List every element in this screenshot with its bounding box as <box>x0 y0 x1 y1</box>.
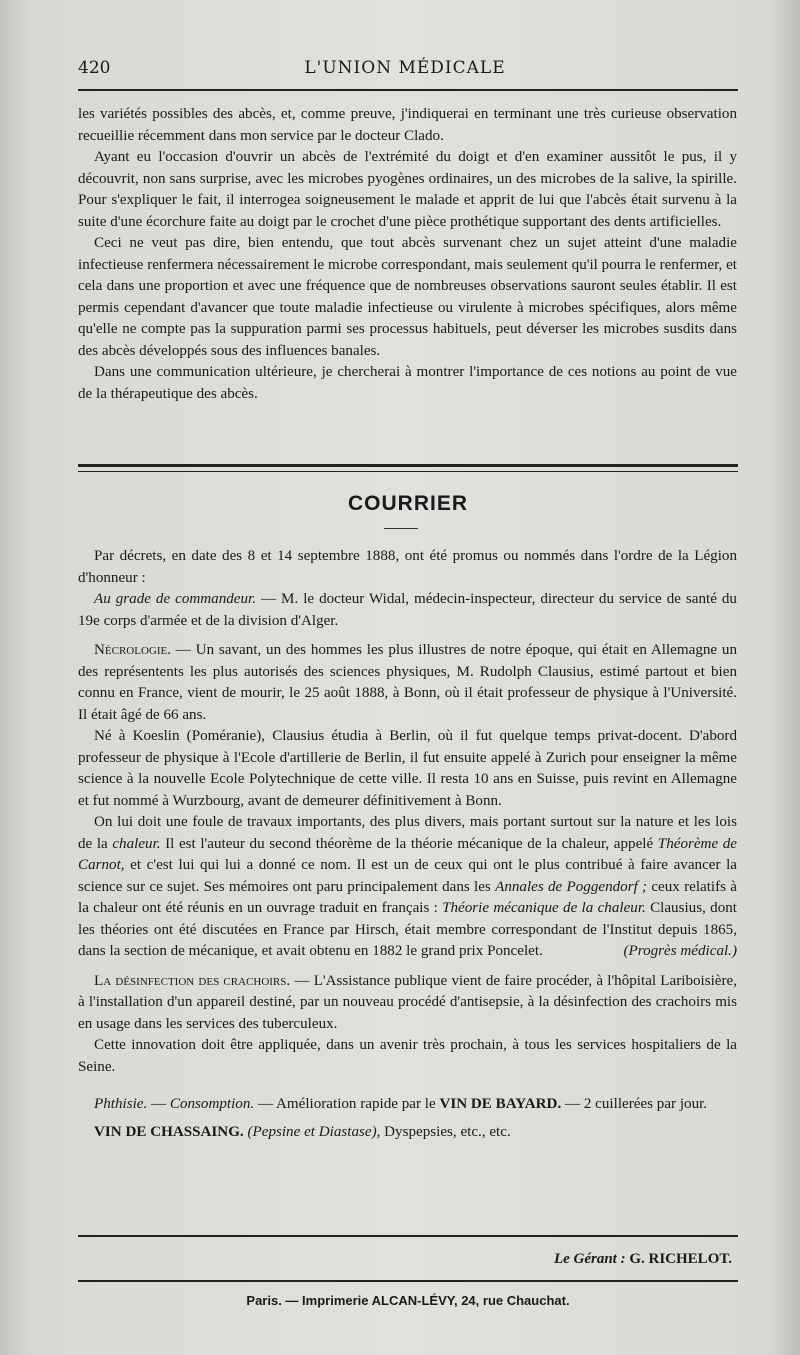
article-paragraph-2: Ayant eu l'occasion d'ouvrir un abcès de l'extrémité du doigt et d'en examiner aussitôt le pus, il y découvrit, non sans surprise, avec les microbes pyogènes ordinaires, un des microbes de la salive, la spirille. Pour s'expliquer le fait, il interrogea soigneusement le malade et apprit de lui que l'abcès était survenu à la suite d'une écorchure faite au doigt par le crochet d'une pièce prothétique supportant des dents artificielles. <box>78 149 737 230</box>
footer-rule-top <box>78 1235 738 1237</box>
works-italic-annales: Annales de Poggendorf ; <box>495 878 648 895</box>
article-paragraph-1: les variétés possibles des abcès, et, comme preuve, j'indiquerai en terminant une très curieuse observation recueillie récemment dans mon service par le docteur Clado. <box>78 106 737 144</box>
innovation-paragraph: Cette innovation doit être appliquée, dans un avenir très prochain, à tous les services hospitaliers de la Seine. <box>78 1037 737 1075</box>
page-number: 420 <box>78 58 111 78</box>
courrier-heading: COURRIER <box>347 492 468 515</box>
gerant-signature <box>554 1251 732 1268</box>
works-italic-chaleur: chaleur. <box>112 835 161 852</box>
works-text-4: ceux relatifs à la chaleur ont été réunis en un ouvrage traduit en français : <box>78 878 737 916</box>
page-header <box>78 58 732 80</box>
gerant-name: G. RICHELOT. <box>629 1251 732 1267</box>
ad-phthisie: Phthisie. <box>94 1096 148 1112</box>
grade-text: — M. le docteur Widal, médecin-inspecteur, directeur du service de santé du 19e corps d'armée et de la division d'Alger. <box>78 591 737 629</box>
chassaing-advertisement <box>78 1122 737 1144</box>
necrologie-text: — Un savant, un des hommes les plus illustres de notre époque, qui était en Allemagne un des représentents les plus autorisés des sciences physiques, M. Rudolph Clausius, estimé partout et bien connu en France, vient de mourir, le 25 août 1888, à Bonn, où il était professeur de physique à l'Université. Il était âgé de 66 ans. <box>78 642 737 723</box>
works-text-3: et c'est lui qui lui a donné ce nom. Il est un de ceux qui ont le plus contribué à faire avancer la science sur ce sujet. Ses mémoires ont paru principalement dans les <box>78 857 737 895</box>
ad-chassaing-ingredients: (Pepsine et Diastase), <box>247 1123 381 1140</box>
desinfection-paragraph <box>78 971 737 1036</box>
works-text-2: Il est l'auteur du second théorème de la théorie mécanique de la chaleur, appelé <box>160 835 658 852</box>
journal-title: L'UNION MÉDICALE <box>304 58 506 78</box>
works-text-5: Clausius, dont les théories ont été discutées en France par Hirsch, était membre correspondant de l'Institut depuis 1865, dans la section de mécanique, et avait obtenu en 1882 le grand prix Poncelet. <box>78 900 737 959</box>
clausius-bio-paragraph: Né à Koeslin (Poméranie), Clausius étudia à Berlin, où il fut quelque temps privat-docent. D'abord professeur de physique à l'Ecole d'artillerie de Berlin, il fut ensuite appelé à Zurich pour enseigner la même science à la nouvelle Ecole Polytechnique de cette ville. Il resta 10 ans en Suisse, puis revint en Allemagne et fut nommé à Wurzbourg, avant de demeurer définitivement à Bonn. <box>78 728 737 809</box>
desinfection-label: La désinfection des crachoirs. <box>94 972 291 989</box>
heading-underline <box>384 528 418 529</box>
article-paragraph-4: Dans une communication ultérieure, je chercherai à montrer l'importance de ces notions au point de vue de la thérapeutique des abcès. <box>78 364 737 402</box>
decrets-paragraph: Par décrets, en date des 8 et 14 septembre 1888, ont été promus ou nommés dans l'ordre de la Légion d'honneur : <box>78 548 737 586</box>
necrologie-label: Nécrologie. <box>94 642 171 658</box>
printer-imprint: Paris. — Imprimerie ALCAN-LÉVY, 24, rue Chauchat. <box>246 1293 570 1308</box>
article-paragraph-3: Ceci ne veut pas dire, bien entendu, que tout abcès survenant chez un sujet atteint d'une maladie infectieuse renfermera nécessairement le microbe correspondant, mais seulement qu'il pourra le renfermer, et cela dans une proportion et avec une fréquence que de nombreuses observations sauront seules établir. Il est permis cependant d'avancer que toute maladie infectieuse ou virulente à microbes spécifiques, alors même qu'elle ne compte pas la suppuration parmi ses processus habituels, peut déverser les microbes susdits dans des abcès développés sous des influences banales. <box>78 235 737 359</box>
ad-chassaing-brand: VIN DE CHASSAING. <box>94 1123 244 1140</box>
ad-chassaing-text: Dyspepsies, etc., etc. <box>380 1123 511 1140</box>
clausius-works-paragraph <box>78 812 737 963</box>
ad-bayard-brand: VIN DE BAYARD. <box>439 1096 562 1112</box>
ad-bayard-dose: — 2 cuillerées par jour. <box>561 1096 708 1112</box>
ad-bayard-text: — Amélioration rapide par le <box>254 1096 440 1112</box>
desinfection-text: — L'Assistance publique vient de faire procéder, à l'hôpital Lariboisière, à l'installation d'un appareil destiné, par un nouveau procédé d'antisepsie, à la désinfection des crachoirs mis en usage dans les services des tuberculeux. <box>78 972 737 1032</box>
necrologie-paragraph <box>78 640 737 726</box>
courrier-section <box>78 546 737 1143</box>
works-text-1: On lui doit une foule de travaux importants, des plus divers, mais portant surtout sur la nature et les lois de la <box>78 814 737 852</box>
article-conclusion <box>78 104 737 405</box>
works-italic-theorie: Théorie mécanique de la chaleur. <box>442 900 646 916</box>
grade-label: Au grade de commandeur. <box>94 591 257 607</box>
source-citation: (Progrès médical.) <box>623 943 737 959</box>
ad-consomption: Consomption. <box>169 1096 255 1112</box>
footer-rule-bottom <box>78 1280 738 1282</box>
grade-paragraph <box>78 589 737 632</box>
header-rule <box>78 89 738 91</box>
bayard-advertisement: Phthisie. — Consomption. — Amélioration rapide par le VIN DE BAYARD. — 2 cuillerées par jour. <box>94 1096 708 1112</box>
section-divider <box>78 464 738 467</box>
works-italic-carnot: Théorème de Carnot, <box>78 835 737 873</box>
gerant-label: Le Gérant : <box>553 1251 626 1267</box>
